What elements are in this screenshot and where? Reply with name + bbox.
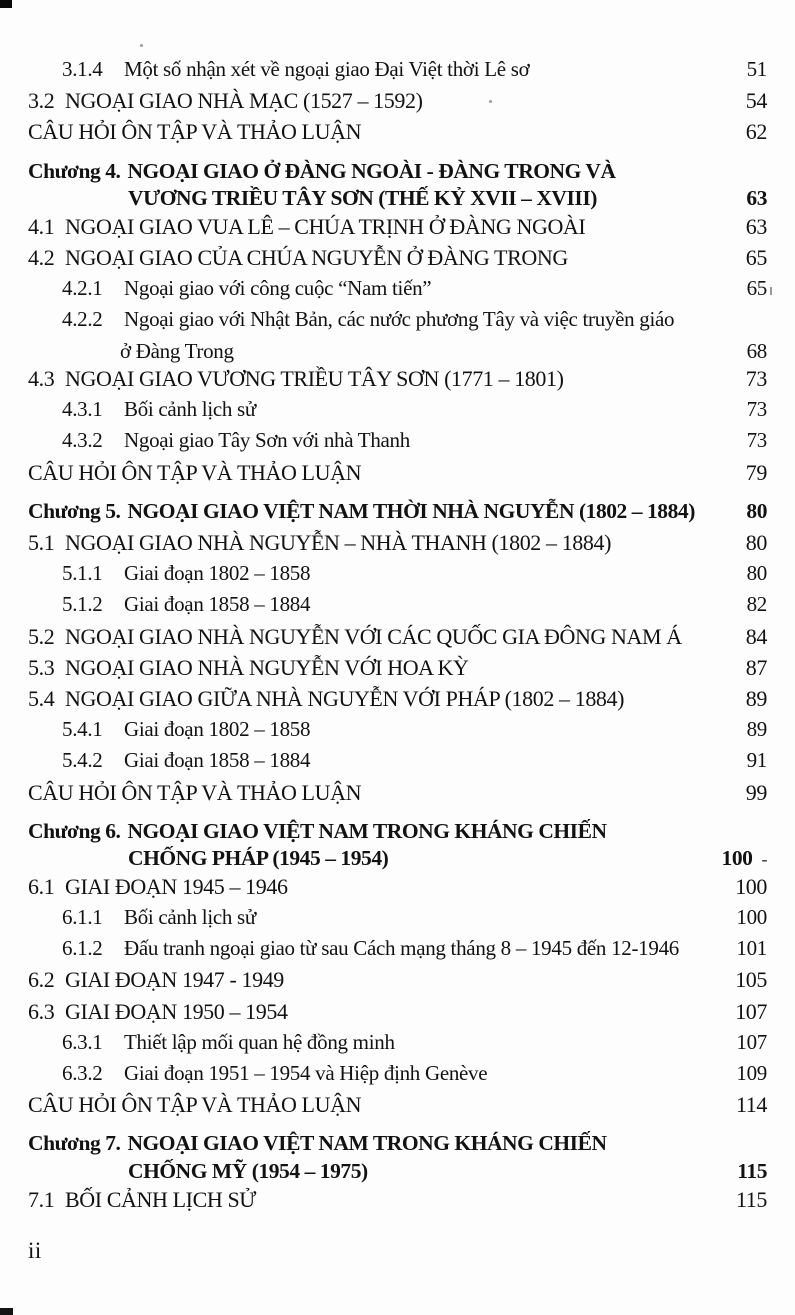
entry-page-number: 105 (735, 967, 767, 993)
toc-entry (28, 307, 767, 366)
entry-title: NGOẠI GIAO VUA LÊ – CHÚA TRỊNH Ở ĐÀNG NGOÀI (65, 213, 586, 239)
entry-page-number: 87 (745, 654, 767, 680)
entry-line2 (28, 339, 767, 367)
entry-page-number: 65 (745, 244, 767, 270)
toc-entry (28, 717, 767, 748)
entry-title: NGOẠI GIAO NHÀ MẠC (1527 – 1592) (65, 88, 423, 114)
toc-entry (28, 874, 767, 905)
entry-page-number: 84 (745, 623, 767, 649)
entry-page-number: 80 (745, 530, 767, 556)
entry-page-number: 73 (746, 397, 767, 422)
entry-page-number: 107 (736, 1029, 767, 1054)
chapter-title: NGOẠI GIAO Ở ĐÀNG NGOÀI - ĐÀNG TRONG VÀ (127, 158, 616, 183)
entry-number: 6.1 (28, 873, 55, 899)
scan-dash-artifact: - (761, 849, 767, 870)
entry-title-continued: ở Đàng Trong (120, 338, 234, 363)
entry-number: 4.1 (28, 213, 55, 239)
entry-page-number: 100 (735, 873, 767, 899)
entry-page-number: 91 (746, 748, 767, 773)
entry-title: Giai đoạn 1802 – 1858 (124, 717, 311, 742)
toc-entry (28, 780, 767, 811)
entry-title: Ngoại giao với công cuộc “Nam tiến” (124, 276, 432, 301)
chapter-heading-line1 (28, 1131, 767, 1159)
toc-entry (28, 1061, 767, 1092)
toc-entry (28, 530, 767, 561)
entry-title: Đấu tranh ngoại giao từ sau Cách mạng tháng 8 – 1945 đến 12-1946 (124, 936, 679, 961)
entry-title: Giai đoạn 1858 – 1884 (124, 748, 311, 773)
toc-entry (28, 936, 767, 967)
toc-chapter-entry (28, 1131, 767, 1186)
toc-entry (28, 57, 767, 88)
chapter-label: Chương 6. (28, 818, 121, 843)
entry-page-number: 114 (736, 1092, 767, 1118)
entry-title: GIAI ĐOẠN 1950 – 1954 (65, 998, 288, 1024)
entry-number: 5.1.1 (62, 561, 103, 586)
toc-entry (28, 999, 767, 1030)
entry-number: 5.3 (28, 654, 55, 680)
toc-entry (28, 245, 767, 276)
entry-title: Một số nhận xét về ngoại giao Đại Việt thời Lê sơ (124, 57, 530, 81)
entry-page-number: 51 (746, 57, 767, 81)
entry-number: 4.3.2 (62, 428, 103, 453)
entry-page-number: 100 (736, 905, 767, 930)
toc-entry (28, 592, 767, 623)
entry-title: NGOẠI GIAO CỦA CHÚA NGUYỄN Ở ĐÀNG TRONG (65, 244, 568, 270)
table-of-contents (28, 57, 767, 1218)
entry-page-number: 73 (746, 428, 767, 453)
toc-entry (28, 119, 767, 150)
entry-title: CÂU HỎI ÔN TẬP VÀ THẢO LUẬN (28, 779, 362, 805)
entry-page-number: 80 (746, 561, 767, 586)
chapter-heading-line2 (28, 846, 767, 874)
chapter-title-continued: CHỐNG PHÁP (1945 – 1954) (128, 846, 389, 871)
chapter-label: Chương 5. (28, 498, 121, 523)
entry-number: 3.1.4 (62, 57, 103, 81)
scan-speck (489, 100, 492, 103)
entry-number: 4.2 (28, 244, 55, 270)
chapter-title: NGOẠI GIAO VIỆT NAM TRONG KHÁNG CHIẾN (127, 1131, 607, 1156)
entry-page-number: 115 (736, 1186, 767, 1212)
entry-page-number: 100 (721, 846, 753, 871)
toc-entry (28, 748, 767, 779)
toc-chapter-entry (28, 499, 767, 530)
toc-chapter-entry (28, 159, 767, 214)
entry-number: 5.4.2 (62, 748, 103, 773)
entry-title: CÂU HỎI ÔN TẬP VÀ THẢO LUẬN (28, 459, 362, 485)
entry-page-number: 109 (736, 1061, 767, 1086)
entry-title: Ngoại giao Tây Sơn với nhà Thanh (124, 428, 410, 453)
chapter-title: NGOẠI GIAO VIỆT NAM TRONG KHÁNG CHIẾN (127, 818, 607, 843)
entry-number: 5.2 (28, 623, 55, 649)
entry-title: Ngoại giao với Nhật Bản, các nước phương Tây và việc truyền giáo (124, 307, 675, 332)
entry-page-number: 79 (745, 459, 767, 485)
entry-page-number: 73 (745, 366, 767, 392)
entry-title: Giai đoạn 1802 – 1858 (124, 561, 311, 586)
entry-page-number: 65 (746, 276, 767, 301)
toc-entry (28, 397, 767, 428)
entry-title: NGOẠI GIAO NHÀ NGUYỄN VỚI CÁC QUỐC GIA ĐÔNG NAM Á (65, 623, 682, 649)
toc-entry (28, 366, 767, 397)
entry-number: 5.1 (28, 530, 55, 556)
chapter-label: Chương 4. (28, 158, 121, 183)
entry-number: 3.2 (28, 88, 55, 114)
toc-entry (28, 624, 767, 655)
entry-title: GIAI ĐOẠN 1945 – 1946 (65, 873, 288, 899)
entry-page-number: 115 (737, 1159, 767, 1183)
toc-entry (28, 1092, 767, 1123)
entry-title: BỐI CẢNH LỊCH SỬ (65, 1186, 256, 1212)
entry-number: 6.2 (28, 967, 55, 993)
entry-page-number: 63 (745, 213, 767, 239)
entry-title: CÂU HỎI ÔN TẬP VÀ THẢO LUẬN (28, 119, 362, 145)
entry-number: 4.2.2 (62, 307, 103, 332)
entry-title: GIAI ĐOẠN 1947 - 1949 (65, 967, 284, 993)
toc-entry (28, 1030, 767, 1061)
toc-entry (28, 460, 767, 491)
entry-page-number: 62 (745, 119, 767, 145)
chapter-heading-line1 (28, 819, 767, 847)
entry-page-number: 107 (735, 998, 767, 1024)
toc-entry (28, 88, 767, 119)
entry-page-number: 63 (746, 186, 767, 211)
entry-title: CÂU HỎI ÔN TẬP VÀ THẢO LUẬN (28, 1092, 362, 1118)
scan-speck (770, 287, 772, 295)
chapter-label: Chương 7. (28, 1131, 121, 1156)
entry-page-number: 54 (745, 88, 767, 114)
scan-speck (140, 44, 143, 47)
entry-page-number: 89 (746, 717, 767, 742)
chapter-heading-line2 (28, 1159, 767, 1187)
entry-number: 6.3 (28, 998, 55, 1024)
entry-number: 6.1.1 (62, 905, 103, 930)
chapter-title-continued: CHỐNG MỸ (1954 – 1975) (128, 1159, 368, 1183)
toc-entry (28, 686, 767, 717)
page-number-footer: ii (28, 1238, 42, 1263)
entry-page-number: 99 (745, 779, 767, 805)
toc-entry (28, 1187, 767, 1218)
entry-title: NGOẠI GIAO NHÀ NGUYỄN VỚI HOA KỲ (65, 654, 469, 680)
entry-number: 5.4 (28, 685, 55, 711)
entry-number: 5.1.2 (62, 592, 103, 617)
entry-title: NGOẠI GIAO NHÀ NGUYỄN – NHÀ THANH (1802 – 1884) (65, 530, 612, 556)
toc-entry (28, 967, 767, 998)
chapter-title-continued: VƯƠNG TRIỀU TÂY SƠN (THẾ KỶ XVII – XVIII) (128, 186, 597, 211)
toc-entry (28, 214, 767, 245)
entry-number: 6.3.2 (62, 1061, 103, 1086)
entry-number: 4.3 (28, 366, 55, 392)
toc-chapter-entry (28, 819, 767, 874)
toc-entry (28, 655, 767, 686)
entry-number: 4.2.1 (62, 276, 103, 301)
chapter-heading-line1 (28, 499, 767, 530)
scan-artifact-bottom-left (0, 1308, 13, 1315)
chapter-heading-line2 (28, 186, 767, 214)
entry-number: 6.1.2 (62, 936, 103, 961)
entry-number: 6.3.1 (62, 1029, 103, 1054)
chapter-title: NGOẠI GIAO VIỆT NAM THỜI NHÀ NGUYỄN (1802 – 1884) (127, 498, 695, 523)
scan-artifact-top-left (0, 0, 12, 8)
entry-title: NGOẠI GIAO VƯƠNG TRIỀU TÂY SƠN (1771 – 1801) (65, 366, 564, 392)
entry-title: NGOẠI GIAO GIỮA NHÀ NGUYỄN VỚI PHÁP (1802 – 1884) (65, 685, 625, 711)
chapter-heading-line1 (28, 159, 767, 187)
entry-number: 7.1 (28, 1186, 55, 1212)
toc-entry (28, 276, 767, 307)
entry-page-number: 89 (745, 685, 767, 711)
entry-title: Bối cảnh lịch sử (124, 397, 256, 422)
toc-entry (28, 905, 767, 936)
entry-page-number: 68 (746, 338, 767, 363)
entry-title: Giai đoạn 1951 – 1954 và Hiệp định Genève (124, 1061, 488, 1086)
entry-title: Bối cảnh lịch sử (124, 905, 256, 930)
entry-title: Thiết lập mối quan hệ đồng minh (124, 1029, 395, 1054)
toc-entry (28, 428, 767, 459)
toc-entry (28, 561, 767, 592)
entry-page-number: 82 (746, 592, 767, 617)
entry-title: Giai đoạn 1858 – 1884 (124, 592, 311, 617)
entry-page-number: 101 (736, 936, 767, 961)
entry-line1 (28, 307, 767, 338)
entry-number: 4.3.1 (62, 397, 103, 422)
entry-number: 5.4.1 (62, 717, 103, 742)
entry-page-number: 80 (746, 498, 767, 523)
